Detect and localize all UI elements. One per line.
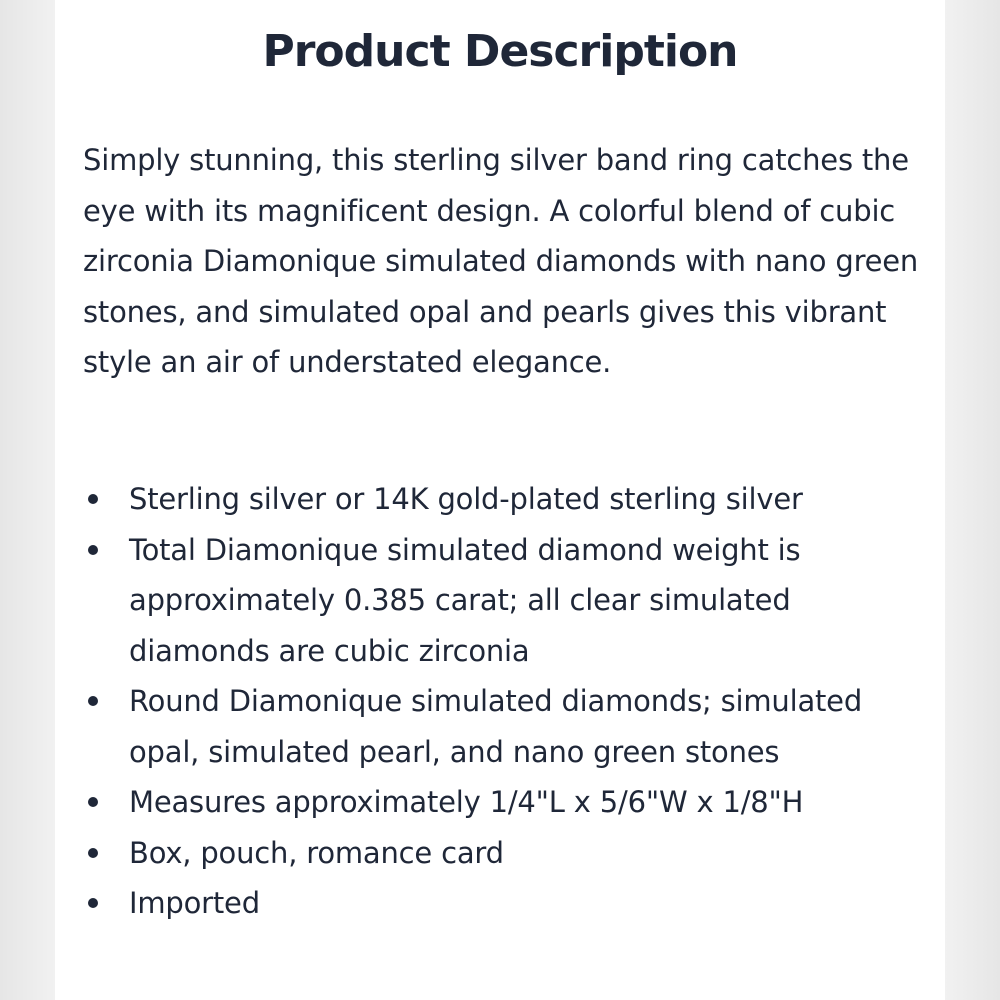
product-intro-text: Simply stunning, this sterling silver band ring catches the eye with its magnificent design. A colorful blend of cubic zirconia Diamonique simulated diamonds with nano green stones, and simulated opal and pearls gives this vibrant style an air of understated elegance. [83,143,919,379]
feature-text: Sterling silver or 14K gold-plated sterling silver [129,482,803,516]
bullet-icon [88,848,98,858]
feature-text: Measures approximately 1/4"L x 5/6"W x 1/8"H [129,785,804,819]
feature-item [83,777,933,828]
feature-item [83,525,933,677]
bullet-icon [88,898,98,908]
feature-list [83,474,933,929]
right-margin [945,0,1000,1000]
product-description-card [55,0,945,1000]
bullet-icon [88,797,98,807]
left-margin [0,0,55,1000]
feature-item [83,474,933,525]
feature-text: Total Diamonique simulated diamond weight is approximately 0.385 carat; all clear simulated diamonds are cubic zirconia [129,532,801,668]
bullet-icon [88,545,98,555]
bullet-icon [88,696,98,706]
section-title: Product Description [262,26,738,77]
feature-item [83,828,933,879]
feature-text: Round Diamonique simulated diamonds; simulated opal, simulated pearl, and nano green stones [129,684,863,769]
feature-text: Imported [129,886,260,920]
bullet-icon [88,494,98,504]
feature-item [83,878,933,929]
feature-item [83,676,933,777]
feature-text: Box, pouch, romance card [129,835,504,870]
